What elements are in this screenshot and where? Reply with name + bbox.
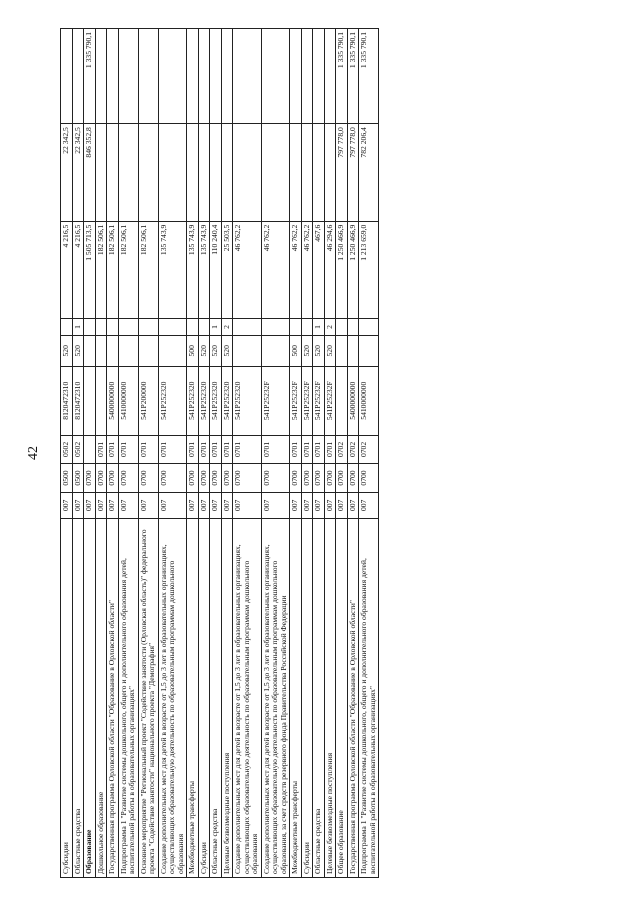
amount-year-3: [138, 29, 158, 124]
fund-type-code: [107, 319, 119, 336]
amount-year-1: 1 505 713,5: [84, 221, 96, 319]
amount-year-2: 782 206,4: [359, 124, 379, 222]
table-row: [210, 29, 222, 878]
fund-type-code: [261, 319, 290, 336]
amount-year-1: 46 294,6: [324, 221, 336, 319]
grbs-code: 007: [359, 492, 379, 518]
fund-type-code: [347, 319, 359, 336]
grbs-code: 007: [313, 492, 325, 518]
amount-year-3: [61, 29, 73, 124]
amount-year-2: 22 342,5: [72, 124, 84, 222]
fund-type-code: [336, 319, 348, 336]
subsection-code: 0701: [118, 435, 138, 464]
grbs-code: 007: [233, 492, 262, 518]
section-code: 0700: [336, 464, 348, 493]
target-article-code: 5400000000: [347, 366, 359, 435]
target-article-code: 541P252320: [187, 366, 199, 435]
amount-year-2: [210, 124, 222, 222]
amount-year-1: 110 240,4: [210, 221, 222, 319]
expense-type-code: [233, 335, 262, 366]
amount-year-1: 467,6: [313, 221, 325, 319]
amount-year-3: [313, 29, 325, 124]
budget-table: [60, 28, 379, 878]
grbs-code: 007: [61, 492, 73, 518]
subsection-code: 0701: [187, 435, 199, 464]
amount-year-3: 1 335 790,1: [359, 29, 379, 124]
section-code: 0700: [347, 464, 359, 493]
section-code: 0700: [359, 464, 379, 493]
amount-year-3: 1 335 790,1: [336, 29, 348, 124]
fund-type-code: [95, 319, 107, 336]
table-row: [336, 29, 348, 878]
section-code: 0700: [95, 464, 107, 493]
section-code: 0700: [198, 464, 210, 493]
table-row: [84, 29, 96, 878]
subsection-code: 0502: [61, 435, 73, 464]
grbs-code: 007: [301, 492, 313, 518]
section-code: 0700: [187, 464, 199, 493]
table-row: [324, 29, 336, 878]
expense-type-code: 520: [301, 335, 313, 366]
fund-type-code: [61, 319, 73, 336]
subsection-code: 0702: [359, 435, 379, 464]
table-row: [118, 29, 138, 878]
amount-year-3: [158, 29, 187, 124]
grbs-code: 007: [138, 492, 158, 518]
amount-year-3: [187, 29, 199, 124]
row-name: Целевые безвозмездные поступления: [324, 518, 336, 877]
subsection-code: 0701: [301, 435, 313, 464]
amount-year-2: [233, 124, 262, 222]
table-row: [221, 29, 233, 878]
grbs-code: 007: [107, 492, 119, 518]
target-article-code: 8120472310: [61, 366, 73, 435]
section-code: 0500: [72, 464, 84, 493]
fund-type-code: 2: [221, 319, 233, 336]
section-code: 0700: [158, 464, 187, 493]
row-name: Субсидии: [198, 518, 210, 877]
table-row: [138, 29, 158, 878]
row-name: Межбюджетные трансферты: [290, 518, 302, 877]
table-row: [72, 29, 84, 878]
expense-type-code: 520: [72, 335, 84, 366]
amount-year-1: 4 216,5: [61, 221, 73, 319]
section-code: 0700: [118, 464, 138, 493]
amount-year-3: [95, 29, 107, 124]
fund-type-code: [158, 319, 187, 336]
subsection-code: 0701: [313, 435, 325, 464]
grbs-code: 007: [72, 492, 84, 518]
expense-type-code: [84, 335, 96, 366]
target-article-code: 541P25232F: [261, 366, 290, 435]
row-name: Создание дополнительных мест для детей в возрасте от 1,5 до 3 лет в образовательных организациях, осуществляющих образовательную деятельность по образовательным программам дошкольного образования, за счет средств резервного фонда Правительства Российской Федерации: [261, 518, 290, 877]
section-code: 0700: [324, 464, 336, 493]
section-code: 0700: [84, 464, 96, 493]
grbs-code: 007: [198, 492, 210, 518]
fund-type-code: 1: [210, 319, 222, 336]
subsection-code: 0702: [347, 435, 359, 464]
subsection-code: [84, 435, 96, 464]
table-row: [301, 29, 313, 878]
section-code: 0700: [233, 464, 262, 493]
grbs-code: 007: [210, 492, 222, 518]
amount-year-2: [313, 124, 325, 222]
amount-year-2: [301, 124, 313, 222]
target-article-code: [336, 366, 348, 435]
amount-year-1: 135 743,9: [158, 221, 187, 319]
row-name: Межбюджетные трансферты: [187, 518, 199, 877]
table-row: [198, 29, 210, 878]
row-name: Подпрограмма 1 "Развитие системы дошкольного, общего и дополнительного образования детей, воспитательной работы в образовательных организациях": [359, 518, 379, 877]
amount-year-3: [221, 29, 233, 124]
target-article-code: 541P25232F: [313, 366, 325, 435]
subsection-code: 0701: [221, 435, 233, 464]
amount-year-3: [107, 29, 119, 124]
amount-year-3: [198, 29, 210, 124]
subsection-code: 0701: [324, 435, 336, 464]
amount-year-3: [324, 29, 336, 124]
fund-type-code: [138, 319, 158, 336]
grbs-code: 007: [221, 492, 233, 518]
fund-type-code: [301, 319, 313, 336]
target-article-code: 541P252320: [198, 366, 210, 435]
amount-year-1: 1 250 466,9: [347, 221, 359, 319]
subsection-code: 0701: [233, 435, 262, 464]
subsection-code: 0701: [198, 435, 210, 464]
row-name: Общее образование: [336, 518, 348, 877]
section-code: 0700: [210, 464, 222, 493]
expense-type-code: [158, 335, 187, 366]
expense-type-code: 520: [313, 335, 325, 366]
amount-year-3: [210, 29, 222, 124]
amount-year-1: 135 743,9: [187, 221, 199, 319]
target-article-code: 541P25232F: [301, 366, 313, 435]
subsection-code: 0502: [72, 435, 84, 464]
expense-type-code: [359, 335, 379, 366]
target-article-code: 541P252320: [158, 366, 187, 435]
grbs-code: 007: [158, 492, 187, 518]
fund-type-code: [84, 319, 96, 336]
expense-type-code: 520: [324, 335, 336, 366]
amount-year-2: [95, 124, 107, 222]
target-article-code: 541P200000: [138, 366, 158, 435]
amount-year-1: 46 762,2: [301, 221, 313, 319]
row-name: Дошкольное образование: [95, 518, 107, 877]
grbs-code: 007: [290, 492, 302, 518]
amount-year-3: 1 335 790,1: [84, 29, 96, 124]
amount-year-2: [138, 124, 158, 222]
row-name: Образование: [84, 518, 96, 877]
expense-type-code: 520: [221, 335, 233, 366]
expense-type-code: [95, 335, 107, 366]
amount-year-1: 135 743,9: [198, 221, 210, 319]
row-name: Областные средства: [313, 518, 325, 877]
expense-type-code: 520: [61, 335, 73, 366]
amount-year-2: 797 778,0: [347, 124, 359, 222]
expense-type-code: 520: [210, 335, 222, 366]
table-row: [233, 29, 262, 878]
amount-year-1: 46 762,2: [290, 221, 302, 319]
fund-type-code: [198, 319, 210, 336]
grbs-code: 007: [84, 492, 96, 518]
amount-year-3: 1 335 790,1: [347, 29, 359, 124]
page-number: 42: [26, 446, 41, 460]
table-row: [107, 29, 119, 878]
table-row: [347, 29, 359, 878]
subsection-code: 0701: [290, 435, 302, 464]
amount-year-2: [118, 124, 138, 222]
fund-type-code: 2: [324, 319, 336, 336]
section-code: 0700: [107, 464, 119, 493]
amount-year-1: 182 506,1: [95, 221, 107, 319]
amount-year-2: 846 352,8: [84, 124, 96, 222]
row-name: Областные средства: [210, 518, 222, 877]
target-article-code: [95, 366, 107, 435]
section-code: 0500: [61, 464, 73, 493]
fund-type-code: [187, 319, 199, 336]
amount-year-3: [118, 29, 138, 124]
fund-type-code: 1: [72, 319, 84, 336]
subsection-code: 0701: [138, 435, 158, 464]
amount-year-1: 46 762,2: [261, 221, 290, 319]
amount-year-3: [72, 29, 84, 124]
amount-year-1: 182 506,1: [118, 221, 138, 319]
expense-type-code: [261, 335, 290, 366]
amount-year-3: [261, 29, 290, 124]
expense-type-code: [347, 335, 359, 366]
grbs-code: 007: [187, 492, 199, 518]
fund-type-code: [290, 319, 302, 336]
row-name: Создание дополнительных мест для детей в возрасте от 1,5 до 3 лет в образовательных организациях, осуществляющих образовательную деятельность по образовательным программам дошкольного образования: [233, 518, 262, 877]
section-code: 0700: [290, 464, 302, 493]
fund-type-code: [118, 319, 138, 336]
grbs-code: 007: [118, 492, 138, 518]
expense-type-code: [336, 335, 348, 366]
row-name: Целевые безвозмездные поступления: [221, 518, 233, 877]
amount-year-2: [221, 124, 233, 222]
target-article-code: 541P25232F: [290, 366, 302, 435]
amount-year-1: 1 213 659,0: [359, 221, 379, 319]
grbs-code: 007: [336, 492, 348, 518]
rotated-table-wrapper: [60, 28, 550, 878]
amount-year-1: 25 503,5: [221, 221, 233, 319]
target-article-code: 5410000000: [359, 366, 379, 435]
table-row: [95, 29, 107, 878]
table-row: [261, 29, 290, 878]
table-row: [290, 29, 302, 878]
fund-type-code: [233, 319, 262, 336]
grbs-code: 007: [261, 492, 290, 518]
budget-table-body: [61, 29, 379, 878]
amount-year-2: 22 342,5: [61, 124, 73, 222]
amount-year-2: [290, 124, 302, 222]
row-name: Основное мероприятие "Региональный проект "Содействие занятости (Орловская область)" федерального проекта "Содействие занятости" национального проекта "Демография": [138, 518, 158, 877]
table-row: [187, 29, 199, 878]
amount-year-2: [324, 124, 336, 222]
amount-year-2: [198, 124, 210, 222]
fund-type-code: 1: [313, 319, 325, 336]
amount-year-3: [301, 29, 313, 124]
amount-year-3: [233, 29, 262, 124]
target-article-code: 541P252320: [221, 366, 233, 435]
target-article-code: [84, 366, 96, 435]
amount-year-1: 46 762,2: [233, 221, 262, 319]
expense-type-code: 500: [290, 335, 302, 366]
row-name: Субсидии: [61, 518, 73, 877]
amount-year-3: [290, 29, 302, 124]
row-name: Государственная программа Орловской области "Образование в Орловской области": [107, 518, 119, 877]
subsection-code: 0701: [210, 435, 222, 464]
subsection-code: 0701: [158, 435, 187, 464]
expense-type-code: [118, 335, 138, 366]
section-code: 0700: [138, 464, 158, 493]
amount-year-2: 797 778,0: [336, 124, 348, 222]
target-article-code: 541P25232F: [324, 366, 336, 435]
subsection-code: 0701: [261, 435, 290, 464]
expense-type-code: [138, 335, 158, 366]
amount-year-1: 1 250 466,9: [336, 221, 348, 319]
target-article-code: 5410000000: [118, 366, 138, 435]
amount-year-1: 182 506,1: [138, 221, 158, 319]
section-code: 0700: [261, 464, 290, 493]
table-frame: [60, 28, 550, 878]
row-name: Создание дополнительных мест для детей в возрасте от 1,5 до 3 лет в образовательных организациях, осуществляющих образовательную деятельность по образовательным программам дошкольного образования: [158, 518, 187, 877]
target-article-code: 5400000000: [107, 366, 119, 435]
expense-type-code: 500: [187, 335, 199, 366]
grbs-code: 007: [95, 492, 107, 518]
subsection-code: 0701: [95, 435, 107, 464]
section-code: 0700: [313, 464, 325, 493]
row-name: Государственная программа Орловской области "Образование в Орловской области": [347, 518, 359, 877]
table-row: [158, 29, 187, 878]
section-code: 0700: [221, 464, 233, 493]
expense-type-code: 520: [198, 335, 210, 366]
table-row: [313, 29, 325, 878]
amount-year-2: [261, 124, 290, 222]
amount-year-2: [158, 124, 187, 222]
amount-year-2: [107, 124, 119, 222]
expense-type-code: [107, 335, 119, 366]
amount-year-1: 182 506,1: [107, 221, 119, 319]
target-article-code: 541P252320: [233, 366, 262, 435]
subsection-code: 0701: [107, 435, 119, 464]
table-row: [359, 29, 379, 878]
target-article-code: 8120472310: [72, 366, 84, 435]
row-name: Областные средства: [72, 518, 84, 877]
fund-type-code: [359, 319, 379, 336]
amount-year-2: [187, 124, 199, 222]
amount-year-1: 4 216,5: [72, 221, 84, 319]
grbs-code: 007: [347, 492, 359, 518]
section-code: 0700: [301, 464, 313, 493]
table-row: [61, 29, 73, 878]
subsection-code: 0702: [336, 435, 348, 464]
row-name: Субсидии: [301, 518, 313, 877]
grbs-code: 007: [324, 492, 336, 518]
row-name: Подпрограмма 1 "Развитие системы дошкольного, общего и дополнительного образования детей, воспитательной работы в образовательных организациях": [118, 518, 138, 877]
target-article-code: 541P252320: [210, 366, 222, 435]
